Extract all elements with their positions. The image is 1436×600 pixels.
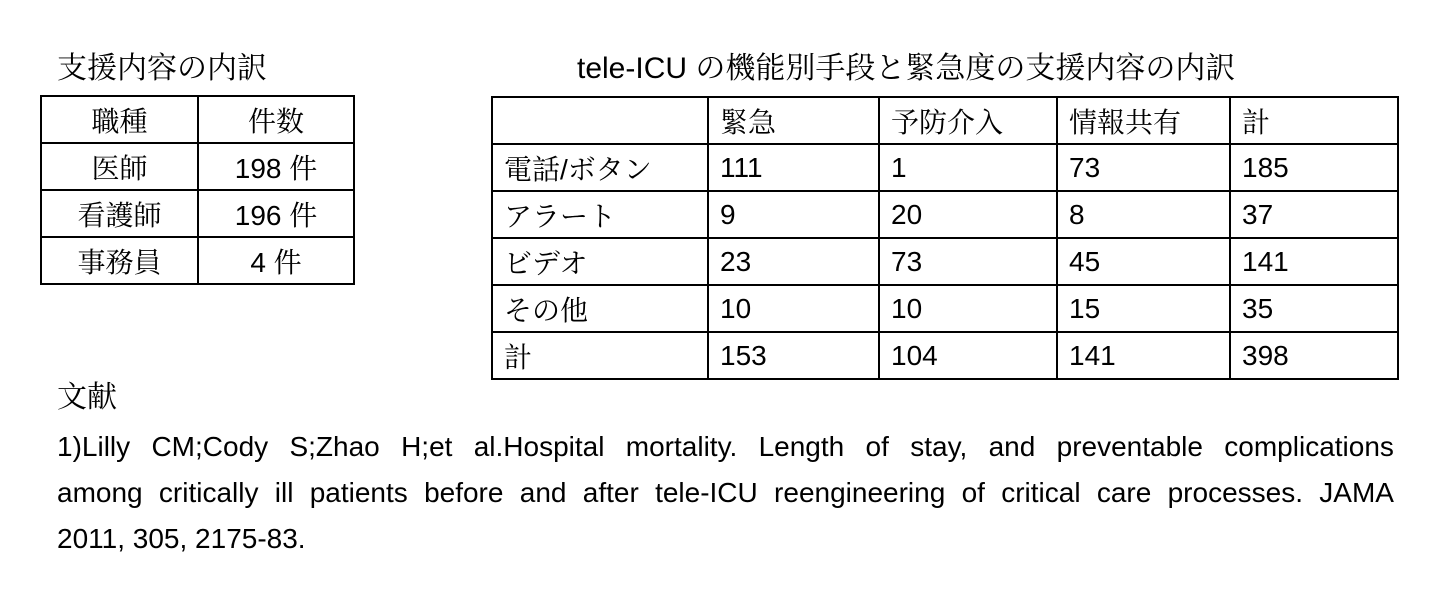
data-cell: 10 [879, 285, 1057, 332]
row-label-cell: 電話/ボタン [492, 144, 708, 191]
header-cell-info-sharing: 情報共有 [1057, 97, 1230, 144]
table-row [41, 237, 354, 284]
data-cell: 196 件 [198, 190, 354, 237]
data-cell: 8 [1057, 191, 1230, 238]
data-cell: 4 件 [198, 237, 354, 284]
data-cell: 153 [708, 332, 879, 379]
header-cell-urgent: 緊急 [708, 97, 879, 144]
tele-icu-breakdown-table [491, 96, 1399, 380]
data-cell: 198 件 [198, 143, 354, 190]
references-paragraph [57, 424, 1394, 562]
table-header-row [41, 96, 354, 143]
table-row [492, 285, 1398, 332]
reference-line: 1)Lilly CM;Cody S;Zhao H;et al.Hospital mortality. Length of stay, and preventable complications [57, 431, 1394, 462]
data-cell: 398 [1230, 332, 1398, 379]
row-label-cell: 医師 [41, 143, 198, 190]
data-cell: 111 [708, 144, 879, 191]
left-table-title: 支援内容の内訳 [57, 52, 267, 85]
header-cell-preventive: 予防介入 [879, 97, 1057, 144]
data-cell: 15 [1057, 285, 1230, 332]
data-cell: 9 [708, 191, 879, 238]
data-cell: 20 [879, 191, 1057, 238]
right-table-title: tele-ICU の機能別手段と緊急度の支援内容の内訳 [577, 52, 1236, 85]
data-cell: 141 [1057, 332, 1230, 379]
data-cell: 73 [1057, 144, 1230, 191]
table-row [492, 238, 1398, 285]
support-breakdown-table [40, 95, 355, 285]
table-header-row [492, 97, 1398, 144]
data-cell: 10 [708, 285, 879, 332]
header-cell-blank [492, 97, 708, 144]
row-label-cell: 計 [492, 332, 708, 379]
data-cell: 23 [708, 238, 879, 285]
table-row [41, 143, 354, 190]
table-row [41, 190, 354, 237]
table-row [492, 144, 1398, 191]
row-label-cell: 看護師 [41, 190, 198, 237]
row-label-cell: その他 [492, 285, 708, 332]
row-label-cell: ビデオ [492, 238, 708, 285]
data-cell: 73 [879, 238, 1057, 285]
data-cell: 37 [1230, 191, 1398, 238]
data-cell: 185 [1230, 144, 1398, 191]
data-cell: 104 [879, 332, 1057, 379]
row-label-cell: 事務員 [41, 237, 198, 284]
row-label-cell: アラート [492, 191, 708, 238]
data-cell: 35 [1230, 285, 1398, 332]
data-cell: 1 [879, 144, 1057, 191]
references-heading: 文献 [57, 381, 117, 414]
reference-line: among critically ill patients before and after tele-ICU reengineering of critical care processes. JAMA [57, 477, 1394, 508]
header-cell-total: 計 [1230, 97, 1398, 144]
data-cell: 45 [1057, 238, 1230, 285]
header-cell-occupation: 職種 [41, 96, 198, 143]
header-cell-count: 件数 [198, 96, 354, 143]
reference-line: 2011, 305, 2175-83. [57, 523, 306, 554]
data-cell: 141 [1230, 238, 1398, 285]
table-row [492, 191, 1398, 238]
table-row [492, 332, 1398, 379]
